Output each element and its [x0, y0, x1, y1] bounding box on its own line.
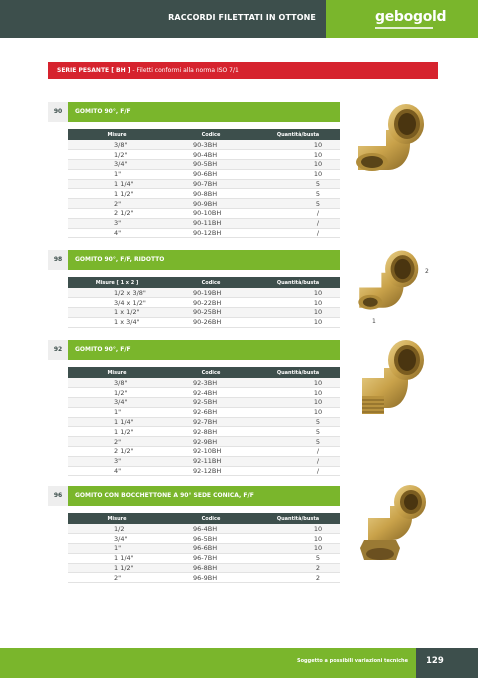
- product-table: [68, 513, 340, 583]
- section-header: [48, 486, 340, 506]
- cell-codice: 96-5BH: [166, 534, 256, 544]
- section-number: 98: [48, 250, 68, 270]
- cell-quantita: 10: [256, 524, 340, 534]
- cell-misura: 3/4 x 1/2": [68, 298, 166, 308]
- table-header-row: [68, 277, 340, 288]
- footer-note: Soggetto a possibili variazioni tecniche: [297, 658, 408, 664]
- table-row: [68, 573, 340, 583]
- callout-outlet-1: 1: [372, 318, 376, 325]
- table-row: [68, 228, 340, 238]
- table-row: [68, 308, 340, 318]
- header-title: RACCORDI FILETTATI IN OTTONE: [168, 13, 316, 22]
- cell-quantita: 10: [256, 140, 340, 150]
- col-misure: Misure [ 1 x 2 ]: [68, 277, 166, 288]
- section-title: GOMITO CON BOCCHETTONE A 90° SEDE CONICA, F/F: [68, 486, 340, 506]
- product-table: [68, 277, 340, 328]
- cell-codice: 92-11BH: [166, 456, 256, 466]
- table-row: [68, 378, 340, 388]
- cell-quantita: 10: [256, 398, 340, 408]
- table-row: [68, 563, 340, 573]
- cell-misura: 1 x 1/2": [68, 308, 166, 318]
- cell-codice: 92-12BH: [166, 466, 256, 476]
- table-row: [68, 298, 340, 308]
- cell-codice: 92-8BH: [166, 427, 256, 437]
- cell-quantita: /: [256, 456, 340, 466]
- col-quantita: Quantità/busta: [256, 367, 340, 378]
- cell-misura: 1 1/4": [68, 179, 166, 189]
- cell-codice: 96-7BH: [166, 553, 256, 563]
- page-number: 129: [426, 656, 444, 666]
- cell-codice: 90-5BH: [166, 160, 256, 170]
- elbow-ff-image: [350, 100, 428, 174]
- cell-misura: 2": [68, 437, 166, 447]
- col-quantita: Quantità/busta: [256, 513, 340, 524]
- cell-codice: 96-6BH: [166, 544, 256, 554]
- cell-misura: 2 1/2": [68, 209, 166, 219]
- col-codice: Codice: [166, 129, 256, 140]
- cell-misura: 1 1/4": [68, 553, 166, 563]
- cell-quantita: 5: [256, 427, 340, 437]
- table-row: [68, 218, 340, 228]
- section-96: [48, 486, 340, 583]
- cell-misura: 1": [68, 407, 166, 417]
- table-row: [68, 524, 340, 534]
- table-row: [68, 447, 340, 457]
- table-row: [68, 388, 340, 398]
- table-row: [68, 169, 340, 179]
- cell-codice: 92-9BH: [166, 437, 256, 447]
- cell-misura: 3/4": [68, 398, 166, 408]
- cell-quantita: 10: [256, 298, 340, 308]
- cell-misura: 3/8": [68, 140, 166, 150]
- section-number: 96: [48, 486, 68, 506]
- cell-codice: 90-6BH: [166, 169, 256, 179]
- cell-quantita: /: [256, 218, 340, 228]
- cell-codice: 90-9BH: [166, 199, 256, 209]
- cell-misura: 2": [68, 573, 166, 583]
- table-row: [68, 456, 340, 466]
- table-row: [68, 534, 340, 544]
- cell-codice: 90-26BH: [166, 317, 256, 327]
- brand-underline: [375, 27, 433, 29]
- col-codice: Codice: [166, 513, 256, 524]
- table-header-row: [68, 367, 340, 378]
- cell-quantita: 10: [256, 169, 340, 179]
- cell-codice: 90-10BH: [166, 209, 256, 219]
- cell-codice: 90-3BH: [166, 140, 256, 150]
- union-elbow-image: [358, 484, 430, 564]
- cell-quantita: 10: [256, 388, 340, 398]
- cell-codice: 92-5BH: [166, 398, 256, 408]
- section-header: [48, 250, 340, 270]
- cell-quantita: 10: [256, 317, 340, 327]
- cell-misura: 1/2": [68, 388, 166, 398]
- table-row: [68, 160, 340, 170]
- header-bar: [0, 0, 326, 38]
- cell-codice: 90-22BH: [166, 298, 256, 308]
- reducing-elbow-image: [350, 246, 422, 316]
- section-header: [48, 102, 340, 122]
- cell-quantita: /: [256, 209, 340, 219]
- cell-misura: 2": [68, 199, 166, 209]
- footer-bar: [0, 648, 416, 678]
- col-codice: Codice: [166, 367, 256, 378]
- table-row: [68, 553, 340, 563]
- cell-misura: 2 1/2": [68, 447, 166, 457]
- cell-misura: 4": [68, 228, 166, 238]
- cell-misura: 1 1/2": [68, 189, 166, 199]
- cell-misura: 1 1/2": [68, 427, 166, 437]
- cell-codice: 96-9BH: [166, 573, 256, 583]
- col-codice: Codice: [166, 277, 256, 288]
- cell-misura: 1/2 x 3/8": [68, 288, 166, 298]
- cell-quantita: 2: [256, 563, 340, 573]
- section-number: 92: [48, 340, 68, 360]
- cell-codice: 90-8BH: [166, 189, 256, 199]
- cell-quantita: 10: [256, 407, 340, 417]
- section-title: GOMITO 90°, F/F: [68, 102, 340, 122]
- cell-quantita: /: [256, 447, 340, 457]
- cell-quantita: 5: [256, 553, 340, 563]
- cell-quantita: /: [256, 466, 340, 476]
- section-92: [48, 340, 340, 476]
- section-header: [48, 340, 340, 360]
- elbow-mf-image: [352, 338, 426, 416]
- table-row: [68, 179, 340, 189]
- table-row: [68, 150, 340, 160]
- cell-quantita: 10: [256, 160, 340, 170]
- section-98: [48, 250, 340, 328]
- series-name: SERIE PESANTE [ BH ]: [57, 67, 131, 74]
- cell-quantita: 10: [256, 288, 340, 298]
- cell-quantita: 2: [256, 573, 340, 583]
- cell-quantita: 5: [256, 417, 340, 427]
- table-row: [68, 189, 340, 199]
- cell-quantita: 5: [256, 437, 340, 447]
- cell-quantita: /: [256, 228, 340, 238]
- cell-misura: 4": [68, 466, 166, 476]
- table-row: [68, 209, 340, 219]
- cell-codice: 92-3BH: [166, 378, 256, 388]
- cell-codice: 92-6BH: [166, 407, 256, 417]
- cell-codice: 92-10BH: [166, 447, 256, 457]
- table-row: [68, 437, 340, 447]
- table-row: [68, 398, 340, 408]
- cell-misura: 3": [68, 218, 166, 228]
- cell-misura: 3/4": [68, 534, 166, 544]
- col-misure: Misure: [68, 513, 166, 524]
- table-header-row: [68, 513, 340, 524]
- cell-codice: 96-4BH: [166, 524, 256, 534]
- table-row: [68, 466, 340, 476]
- col-misure: Misure: [68, 367, 166, 378]
- table-header-row: [68, 129, 340, 140]
- cell-misura: 1 1/2": [68, 563, 166, 573]
- brand-bar: [326, 0, 478, 38]
- cell-misura: 1 1/4": [68, 417, 166, 427]
- cell-quantita: 10: [256, 308, 340, 318]
- cell-misura: 1": [68, 169, 166, 179]
- cell-quantita: 10: [256, 150, 340, 160]
- cell-quantita: 5: [256, 199, 340, 209]
- table-row: [68, 417, 340, 427]
- col-quantita: Quantità/busta: [256, 129, 340, 140]
- table-row: [68, 199, 340, 209]
- cell-quantita: 5: [256, 189, 340, 199]
- section-title: GOMITO 90°, F/F: [68, 340, 340, 360]
- cell-quantita: 5: [256, 179, 340, 189]
- table-row: [68, 544, 340, 554]
- cell-codice: 90-11BH: [166, 218, 256, 228]
- table-row: [68, 407, 340, 417]
- cell-misura: 1/2: [68, 524, 166, 534]
- table-row: [68, 288, 340, 298]
- cell-misura: 3/4": [68, 160, 166, 170]
- cell-misura: 3": [68, 456, 166, 466]
- cell-misura: 1/2": [68, 150, 166, 160]
- product-table: [68, 129, 340, 238]
- series-note: - Filetti conformi alla norma ISO 7/1: [130, 67, 239, 74]
- cell-misura: 1": [68, 544, 166, 554]
- cell-misura: 1 x 3/4": [68, 317, 166, 327]
- cell-codice: 96-8BH: [166, 563, 256, 573]
- callout-outlet-2: 2: [425, 268, 429, 275]
- cell-codice: 92-4BH: [166, 388, 256, 398]
- cell-quantita: 10: [256, 378, 340, 388]
- cell-quantita: 10: [256, 544, 340, 554]
- series-banner: [48, 62, 438, 79]
- cell-codice: 90-25BH: [166, 308, 256, 318]
- table-row: [68, 140, 340, 150]
- brand-logo: gebogold: [375, 9, 447, 25]
- product-table: [68, 367, 340, 476]
- section-title: GOMITO 90°, F/F, RIDOTTO: [68, 250, 340, 270]
- col-quantita: Quantità/busta: [256, 277, 340, 288]
- table-row: [68, 317, 340, 327]
- section-number: 90: [48, 102, 68, 122]
- cell-codice: 90-7BH: [166, 179, 256, 189]
- cell-codice: 90-4BH: [166, 150, 256, 160]
- page-number-box: [416, 648, 478, 678]
- cell-codice: 92-7BH: [166, 417, 256, 427]
- cell-codice: 90-12BH: [166, 228, 256, 238]
- section-90: [48, 102, 340, 238]
- cell-misura: 3/8": [68, 378, 166, 388]
- col-misure: Misure: [68, 129, 166, 140]
- cell-codice: 90-19BH: [166, 288, 256, 298]
- table-row: [68, 427, 340, 437]
- cell-quantita: 10: [256, 534, 340, 544]
